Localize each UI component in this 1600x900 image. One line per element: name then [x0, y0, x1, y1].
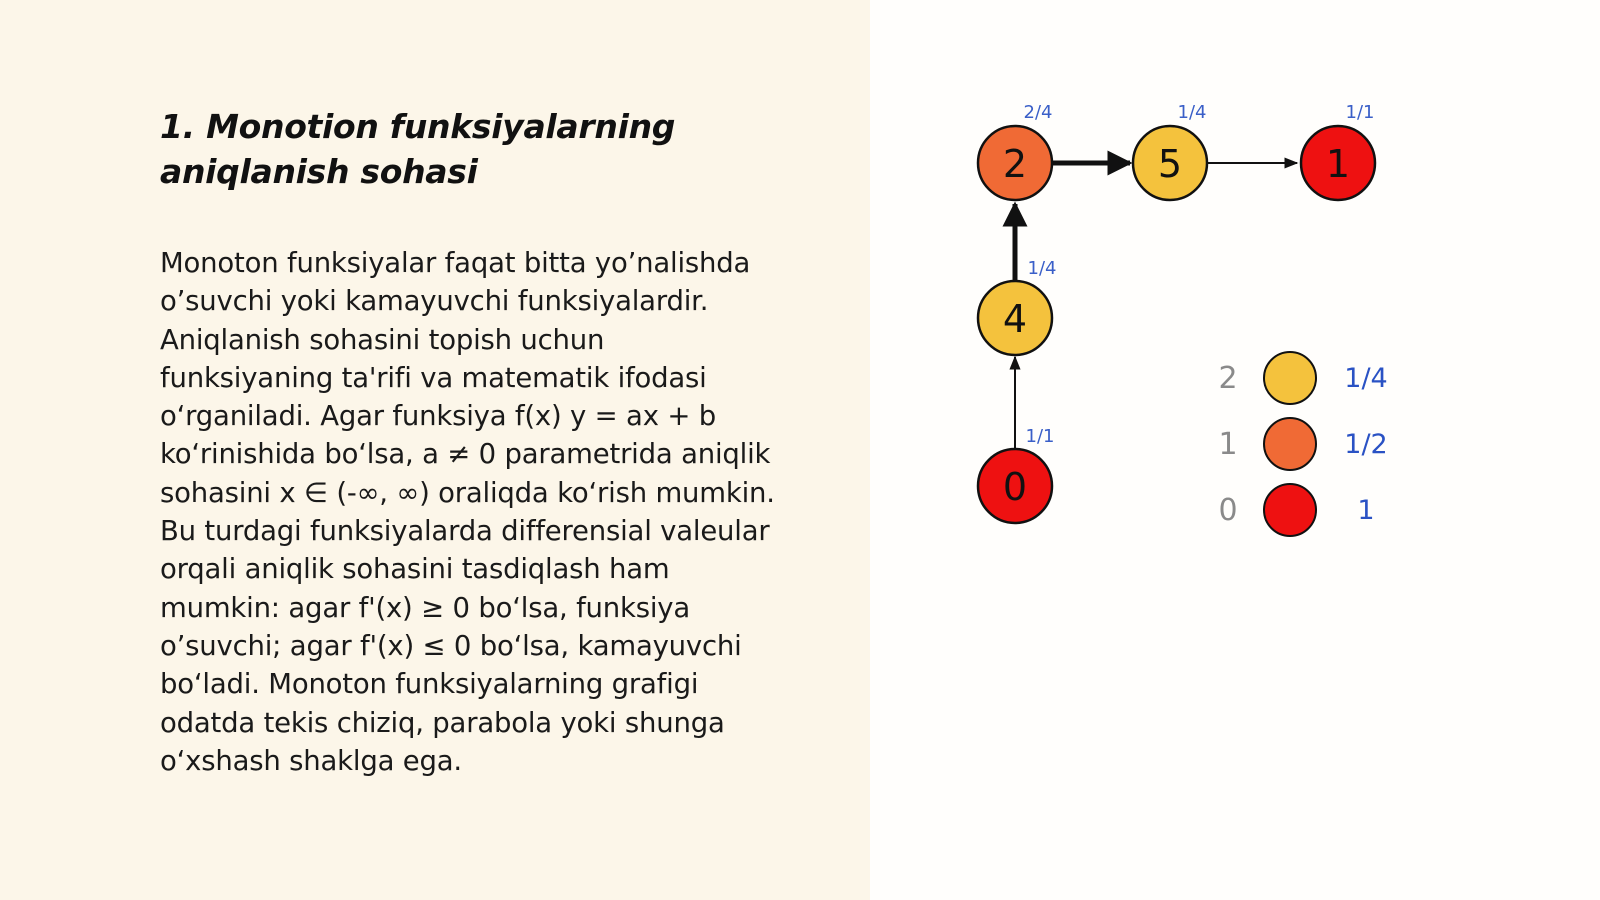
node-0	[978, 426, 1054, 523]
node-fraction: 1/1	[1345, 102, 1375, 123]
body-line: bo‘ladi. Monoton funksiyalarning grafigi	[160, 668, 699, 701]
body-line: ko‘rinishida bo‘lsa, a ≠ 0 parametrida aniqlik	[160, 438, 771, 471]
legend-fraction: 1/2	[1344, 429, 1388, 460]
slide-title-line-2: aniqlanish sohasi	[160, 152, 478, 191]
body-line: o‘rganiladi. Agar funksiya f(x) y = ax + b	[160, 400, 716, 433]
body-line: Monoton funksiyalar faqat bitta yo’nalishda	[160, 247, 751, 279]
node-2	[978, 102, 1052, 200]
body-line: Aniqlanish sohasini topish uchun	[160, 323, 605, 356]
body-line: orqali aniqlik sohasini tasdiqlash ham	[160, 553, 670, 586]
body-line: o‘xshash shaklga ega.	[160, 744, 462, 777]
node-label: 2	[1002, 142, 1028, 186]
legend-level: 1	[1218, 427, 1238, 462]
legend-swatch	[1264, 352, 1316, 404]
legend-level: 2	[1218, 361, 1238, 396]
body-line: odatda tekis chiziq, parabola yoki shunga	[160, 706, 725, 739]
body-line: funksiyaning ta'rifi va matematik ifodasi	[160, 361, 707, 394]
legend-item	[1218, 352, 1387, 404]
legend-fraction: 1	[1357, 495, 1375, 526]
node-fraction: 1/4	[1177, 102, 1207, 123]
body-line: mumkin: agar f'(x) ≥ 0 bo‘lsa, funksiya	[160, 591, 691, 624]
body-line: sohasini x ∈ (-∞, ∞) oraliqda ko‘rish mumkin.	[160, 476, 775, 509]
legend-item	[1218, 484, 1374, 536]
node-label: 1	[1325, 142, 1351, 186]
body-line: o’suvchi yoki kamayuvchi funksiyalardir.	[160, 285, 709, 318]
slide-title	[160, 104, 800, 194]
slide-title-line-1: 1. Monotion funksiyalarning	[160, 107, 676, 146]
legend-swatch	[1264, 418, 1316, 470]
legend-item	[1218, 418, 1387, 470]
slide-body-text	[160, 244, 850, 780]
node-label: 5	[1157, 142, 1183, 186]
body-line: Bu turdagi funksiyalarda differensial valeular	[160, 515, 770, 548]
node-fraction: 2/4	[1023, 102, 1053, 123]
tree-diagram	[870, 0, 1600, 900]
body-line: o’suvchi; agar f'(x) ≤ 0 bo‘lsa, kamayuvchi	[160, 629, 742, 662]
legend-fraction: 1/4	[1344, 363, 1388, 394]
node-label: 0	[1002, 465, 1028, 509]
node-5	[1133, 102, 1207, 200]
legend-level: 0	[1218, 493, 1238, 528]
legend	[1218, 352, 1387, 536]
legend-swatch	[1264, 484, 1316, 536]
node-fraction: 1/4	[1027, 258, 1057, 279]
node-label: 4	[1002, 297, 1028, 341]
node-1	[1301, 102, 1375, 200]
node-fraction: 1/1	[1025, 426, 1055, 447]
